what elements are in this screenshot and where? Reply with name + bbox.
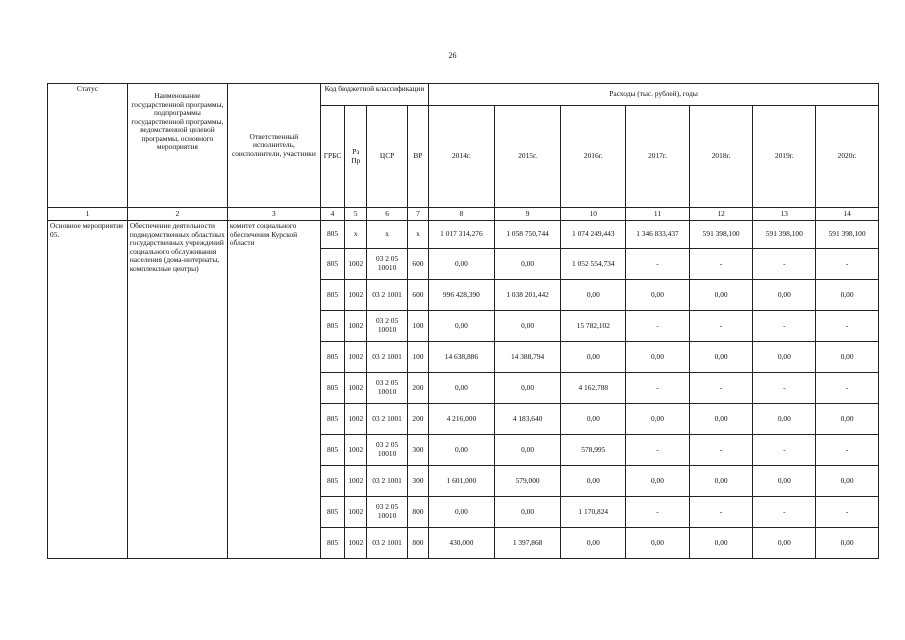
header-expenses: Расходы (тыс. рублей), годы: [429, 84, 879, 106]
expense-value-cell: -: [689, 435, 753, 466]
expense-value-cell: 578,995: [561, 435, 626, 466]
expense-value-cell: 1 058 750,744: [494, 221, 561, 249]
expense-value-cell: 1 074 249,443: [561, 221, 626, 249]
expense-value-cell: 0,00: [494, 311, 561, 342]
expense-value-cell: 4 216,000: [429, 404, 495, 435]
expense-value-cell: 0,00: [494, 497, 561, 528]
expense-value-cell: 0,00: [626, 528, 690, 559]
expense-value-cell: 14 388,794: [494, 342, 561, 373]
budget-table: [47, 83, 879, 559]
header-budget-code: Код бюджетной классификации: [320, 84, 428, 106]
expense-value-cell: 14 638,886: [429, 342, 495, 373]
expense-value-cell: 1 017 314,276: [429, 221, 495, 249]
expense-value-cell: 579,000: [494, 466, 561, 497]
expense-value-cell: 0,00: [561, 528, 626, 559]
expense-value-cell: -: [689, 249, 753, 280]
expense-value-cell: -: [816, 249, 879, 280]
header-csr: ЦСР: [367, 106, 407, 208]
expense-value-cell: 1 346 833,437: [626, 221, 690, 249]
expense-value-cell: 0,00: [816, 528, 879, 559]
column-number: 3: [227, 208, 320, 221]
expense-value-cell: -: [689, 373, 753, 404]
expense-value-cell: 0,00: [494, 373, 561, 404]
expense-value-cell: -: [753, 311, 816, 342]
header-year: 2017г.: [626, 106, 690, 208]
expense-value-cell: 996 428,390: [429, 280, 495, 311]
column-number: 12: [689, 208, 753, 221]
expense-value-cell: 1 397,868: [494, 528, 561, 559]
rzpr-cell: х: [345, 221, 367, 249]
expense-value-cell: 0,00: [816, 466, 879, 497]
expense-value-cell: 0,00: [561, 466, 626, 497]
expense-value-cell: 0,00: [689, 280, 753, 311]
vr-cell: 800: [407, 497, 428, 528]
csr-cell: 03 2 1001: [367, 342, 407, 373]
expense-value-cell: 0,00: [561, 280, 626, 311]
expense-value-cell: 4 183,640: [494, 404, 561, 435]
expense-value-cell: 0,00: [626, 466, 690, 497]
csr-cell: 03 2 1001: [367, 466, 407, 497]
expense-value-cell: 0,00: [689, 528, 753, 559]
expense-value-cell: 1 601,000: [429, 466, 495, 497]
expense-value-cell: -: [753, 497, 816, 528]
header-year: 2015г.: [494, 106, 561, 208]
expense-value-cell: -: [816, 497, 879, 528]
expense-value-cell: 15 782,102: [561, 311, 626, 342]
expense-value-cell: -: [816, 373, 879, 404]
csr-cell: х: [367, 221, 407, 249]
vr-cell: х: [407, 221, 428, 249]
page-number: 26: [448, 51, 457, 60]
expense-value-cell: -: [626, 249, 690, 280]
expense-value-cell: -: [816, 311, 879, 342]
column-number: 6: [367, 208, 407, 221]
expense-value-cell: 591 398,100: [753, 221, 816, 249]
expense-value-cell: 0,00: [753, 466, 816, 497]
column-number: 2: [127, 208, 227, 221]
expense-value-cell: 1 038 201,442: [494, 280, 561, 311]
responsible-cell: комитет социального обеспечения Курской области: [227, 221, 320, 559]
csr-cell: 03 2 05 10010: [367, 497, 407, 528]
rzpr-cell: 1002: [345, 435, 367, 466]
rzpr-cell: 1002: [345, 528, 367, 559]
header-vr: ВР: [407, 106, 428, 208]
expense-value-cell: 591 398,100: [816, 221, 879, 249]
expense-value-cell: -: [626, 373, 690, 404]
expense-value-cell: -: [753, 373, 816, 404]
grbs-cell: 805: [320, 373, 344, 404]
rzpr-cell: 1002: [345, 497, 367, 528]
header-responsible: Ответственный исполнитель, соисполнители, участники: [227, 84, 320, 208]
table-row: [48, 221, 879, 249]
csr-cell: 03 2 1001: [367, 280, 407, 311]
rzpr-cell: 1002: [345, 342, 367, 373]
expense-value-cell: -: [689, 311, 753, 342]
grbs-cell: 805: [320, 342, 344, 373]
name-cell: Обеспечение деятельности подведомственных областных государственных учреждений социального обслуживания населения (дома-интернаты, комплексные центры): [127, 221, 227, 559]
expense-value-cell: 0,00: [753, 404, 816, 435]
rzpr-cell: 1002: [345, 404, 367, 435]
expense-value-cell: 0,00: [429, 249, 495, 280]
column-number: 14: [816, 208, 879, 221]
header-rzpr: Рз Пр: [345, 106, 367, 208]
expense-value-cell: 591 398,100: [689, 221, 753, 249]
expense-value-cell: 0,00: [753, 342, 816, 373]
grbs-cell: 805: [320, 528, 344, 559]
column-number: 9: [494, 208, 561, 221]
expense-value-cell: 0,00: [429, 497, 495, 528]
expense-value-cell: 0,00: [816, 280, 879, 311]
expense-value-cell: 0,00: [429, 373, 495, 404]
grbs-cell: 805: [320, 497, 344, 528]
rzpr-cell: 1002: [345, 466, 367, 497]
csr-cell: 03 2 05 10010: [367, 311, 407, 342]
csr-cell: 03 2 1001: [367, 528, 407, 559]
csr-cell: 03 2 05 10010: [367, 435, 407, 466]
header-name: Наименование государственной программы, подпрограммы государственной программы, ведомственной целевой программы, основного мероприятия: [127, 84, 227, 208]
column-number: 4: [320, 208, 344, 221]
grbs-cell: 805: [320, 221, 344, 249]
grbs-cell: 805: [320, 311, 344, 342]
grbs-cell: 805: [320, 466, 344, 497]
header-grbs: ГРБС: [320, 106, 344, 208]
expense-value-cell: 0,00: [561, 404, 626, 435]
column-number: 8: [429, 208, 495, 221]
expense-value-cell: 0,00: [689, 466, 753, 497]
header-year: 2018г.: [689, 106, 753, 208]
vr-cell: 100: [407, 311, 428, 342]
expense-value-cell: 0,00: [561, 342, 626, 373]
csr-cell: 03 2 05 10010: [367, 249, 407, 280]
rzpr-cell: 1002: [345, 280, 367, 311]
column-numbers-row: [48, 208, 879, 221]
expense-value-cell: 0,00: [753, 528, 816, 559]
status-cell: Основное мероприятие 05.: [48, 221, 128, 559]
expense-value-cell: 0,00: [494, 435, 561, 466]
expense-value-cell: 0,00: [816, 404, 879, 435]
rzpr-cell: 1002: [345, 311, 367, 342]
expense-value-cell: 430,000: [429, 528, 495, 559]
expense-value-cell: 4 162,788: [561, 373, 626, 404]
vr-cell: 800: [407, 528, 428, 559]
grbs-cell: 805: [320, 404, 344, 435]
vr-cell: 100: [407, 342, 428, 373]
csr-cell: 03 2 1001: [367, 404, 407, 435]
column-number: 13: [753, 208, 816, 221]
expense-value-cell: -: [689, 497, 753, 528]
rzpr-cell: 1002: [345, 249, 367, 280]
expense-value-cell: 0,00: [689, 342, 753, 373]
header-status: Статус: [48, 84, 128, 208]
csr-cell: 03 2 05 10010: [367, 373, 407, 404]
expense-value-cell: 0,00: [689, 404, 753, 435]
grbs-cell: 805: [320, 280, 344, 311]
header-year: 2020г.: [816, 106, 879, 208]
column-number: 5: [345, 208, 367, 221]
column-number: 7: [407, 208, 428, 221]
expense-value-cell: 1 170,824: [561, 497, 626, 528]
expense-value-cell: 0,00: [626, 404, 690, 435]
expense-value-cell: 1 052 554,734: [561, 249, 626, 280]
expense-value-cell: -: [816, 435, 879, 466]
expense-value-cell: 0,00: [816, 342, 879, 373]
expense-value-cell: -: [626, 497, 690, 528]
expense-value-cell: 0,00: [626, 342, 690, 373]
expense-value-cell: 0,00: [753, 280, 816, 311]
vr-cell: 600: [407, 280, 428, 311]
header-year: 2019г.: [753, 106, 816, 208]
expense-value-cell: 0,00: [429, 435, 495, 466]
header-year: 2014г.: [429, 106, 495, 208]
column-number: 11: [626, 208, 690, 221]
column-number: 1: [48, 208, 128, 221]
expense-value-cell: -: [626, 435, 690, 466]
expense-value-cell: 0,00: [429, 311, 495, 342]
rzpr-cell: 1002: [345, 373, 367, 404]
vr-cell: 300: [407, 435, 428, 466]
vr-cell: 600: [407, 249, 428, 280]
vr-cell: 300: [407, 466, 428, 497]
expense-value-cell: -: [753, 435, 816, 466]
column-number: 10: [561, 208, 626, 221]
expense-value-cell: -: [753, 249, 816, 280]
grbs-cell: 805: [320, 435, 344, 466]
expense-value-cell: -: [626, 311, 690, 342]
grbs-cell: 805: [320, 249, 344, 280]
expense-value-cell: 0,00: [626, 280, 690, 311]
vr-cell: 200: [407, 404, 428, 435]
header-year: 2016г.: [561, 106, 626, 208]
expense-value-cell: 0,00: [494, 249, 561, 280]
vr-cell: 200: [407, 373, 428, 404]
